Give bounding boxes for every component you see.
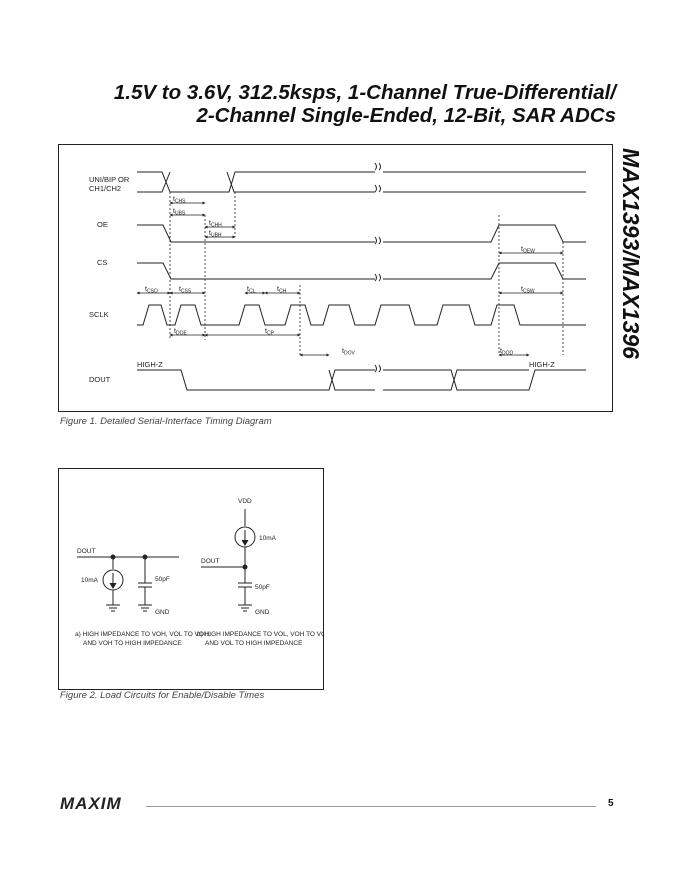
label-tchh-sub: CHH — [210, 222, 222, 229]
figure-1-caption: Figure 1. Detailed Serial-Interface Timing Diagram — [60, 416, 272, 427]
timing-diagram — [59, 145, 612, 411]
circuit-b-desc-1: b) HIGH IMPEDANCE TO VOL, VOH TO VOL, — [197, 631, 323, 638]
signal-label-dout: DOUT — [89, 375, 111, 384]
maxim-logo-text: MAXIM — [60, 794, 122, 812]
label-tdod-sub: DOD — [501, 350, 514, 357]
label-tubh-sub: UBH — [210, 232, 222, 239]
label-tdoe: $t_{DOE}$ — [174, 328, 187, 337]
signal-label-uni-bip: UNI/BIP OR — [89, 175, 130, 184]
label-tcso-sub: CSO — [146, 288, 158, 295]
highz-left: HIGH-Z — [137, 360, 163, 369]
signal-label-oe: OE — [97, 220, 108, 229]
signal-label-cs: CS — [97, 258, 108, 267]
circuit-b-cap-label: 50pF — [255, 584, 270, 591]
circuit-a-desc-1: a) HIGH IMPEDANCE TO VOH, VOL TO VOH, — [75, 631, 211, 638]
circuit-b-desc-2: AND VOL TO HIGH IMPEDANCE — [205, 640, 303, 647]
side-part-number-text: MAX1393/MAX1396 — [618, 148, 644, 359]
uni-bip-waveform — [137, 172, 586, 192]
circuit-b-current-label: 10mA — [259, 535, 276, 542]
break-mark-1 — [375, 163, 381, 170]
label-toew: $t_{OEW}$ — [521, 246, 535, 255]
label-tdod: $t_{DOD}$ — [500, 348, 514, 357]
label-tchh: $t_{CHH}$ — [209, 220, 222, 229]
label-tcss-sub: CSS — [180, 288, 192, 295]
signal-label-ch-sel: CH1/CH2 — [89, 184, 122, 193]
circuit-a-gnd-2 — [138, 605, 152, 611]
label-toew-sub: OEW — [522, 248, 535, 255]
circuit-b-supply-label: VDD — [238, 498, 252, 505]
label-tch: $t_{CH}$ — [277, 286, 287, 295]
circuit-a-node-label: DOUT — [77, 548, 96, 555]
break-mark-2 — [375, 185, 381, 192]
label-tubs: $t_{UBS}$ — [173, 208, 186, 217]
highz-right: HIGH-Z — [529, 360, 555, 369]
label-tcss: $t_{CSS}$ — [179, 286, 192, 295]
label-tdoe-sub: DOE — [175, 330, 187, 337]
label-tcp-sub: CP — [266, 330, 274, 337]
label-tcp: $t_{CP}$ — [265, 328, 274, 337]
label-tubh: $t_{UBH}$ — [209, 230, 222, 239]
label-tchs: $t_{CHS}$ — [173, 196, 186, 205]
label-tcl: $t_{CL}$ — [247, 286, 256, 295]
cs-waveform — [137, 263, 586, 279]
break-mark-3 — [375, 237, 381, 244]
load-circuits — [59, 469, 323, 689]
circuit-a-cap-label: 50pF — [155, 576, 170, 583]
break-mark-4 — [375, 274, 381, 281]
page-title-line-1: 1.5V to 3.6V, 312.5ksps, 1-Channel True-Differential/ — [113, 81, 616, 104]
page-title-line-2: 2-Channel Single-Ended, 12-Bit, SAR ADCs — [196, 104, 616, 127]
circuit-a-gnd-label: GND — [155, 609, 170, 616]
break-mark-5 — [375, 365, 381, 372]
signal-label-sclk: SCLK — [89, 310, 109, 319]
figure-2-caption: Figure 2. Load Circuits for Enable/Disable Times — [60, 690, 265, 701]
page-number: 5 — [608, 798, 614, 809]
figure-1-frame — [58, 144, 613, 412]
circuit-b-gnd — [238, 605, 252, 611]
label-tcsw-sub: CSW — [522, 288, 535, 295]
label-tchs-sub: CHS — [174, 198, 186, 205]
circuit-b-capacitor — [238, 583, 252, 587]
circuit-b-node-label: DOUT — [201, 558, 220, 565]
label-tcl-sub: CL — [248, 288, 256, 295]
circuit-a-desc-2: AND VOH TO HIGH IMPEDANCE — [83, 640, 182, 647]
label-tdov: $t_{DOV}$ — [342, 348, 355, 357]
circuit-a-capacitor — [138, 583, 152, 587]
label-tcsw: $t_{CSW}$ — [521, 286, 535, 295]
circuit-a-current-label: 10mA — [81, 577, 98, 584]
label-tdov-sub: DOV — [343, 350, 355, 357]
circuit-b-source-arrowhead — [242, 540, 248, 545]
circuit-a-gnd-1 — [106, 605, 120, 611]
dout-waveform — [137, 370, 586, 390]
label-tubs-sub: UBS — [174, 210, 186, 217]
side-part-number — [618, 148, 644, 378]
maxim-logo — [60, 794, 148, 812]
label-tcso: $t_{CSO}$ — [145, 286, 158, 295]
footer-divider — [146, 806, 596, 807]
circuit-b-gnd-label: GND — [255, 609, 270, 616]
label-tch-sub: CH — [278, 288, 287, 295]
sclk-waveform — [137, 305, 586, 325]
circuit-a-source-arrowhead — [110, 583, 116, 588]
figure-2-frame — [58, 468, 324, 690]
